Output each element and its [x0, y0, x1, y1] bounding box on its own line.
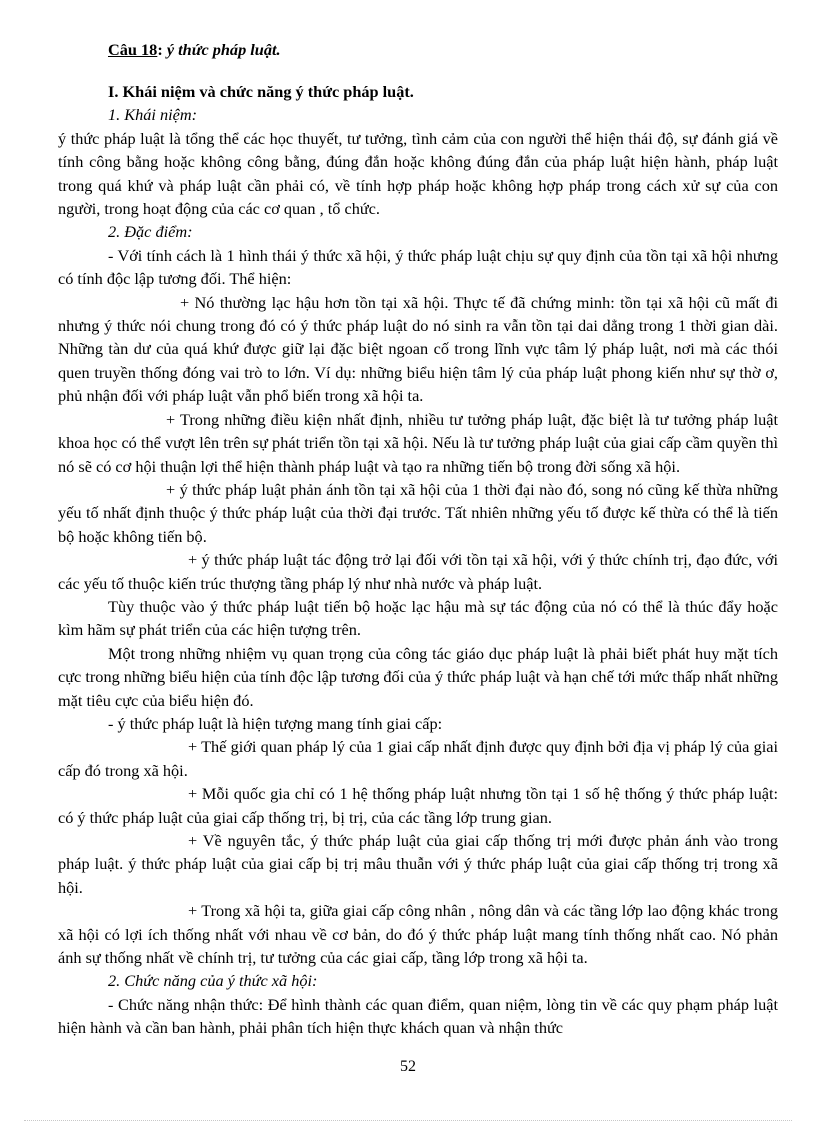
paragraph-our-society: + Trong xã hội ta, giữa giai cấp công nhân , nông dân và các tầng lớp lao động khác trong xã hội có lợi ích thống nhất với nhau về cơ bản, do đó ý thức pháp luật mang tính thống nhất cao. Nó phản ánh sự thống nhất về chính trị, tư tưởng của các giai cấp, tầng lớp trong xã hội ta.: [58, 901, 778, 968]
paragraph-one-system: + Mỗi quốc gia chỉ có 1 hệ thống pháp luật nhưng tồn tại 1 số hệ thống ý thức pháp luật: có ý thức pháp luật của giai cấp thống trị, bị trị, của các tầng lớp trung gian.: [58, 784, 778, 827]
paragraph-feedback: + ý thức pháp luật tác động trở lại đối với tồn tại xã hội, với ý thức chính trị, đạo đức, với các yếu tố thuộc kiến trúc thượng tầng pháp lý như nhà nước và pháp luật.: [58, 550, 778, 593]
page-bottom-divider: [24, 1120, 792, 1121]
paragraph-depend: Tùy thuộc vào ý thức pháp luật tiến bộ hoặc lạc hậu mà sự tác động của nó có thể là thúc đẩy hoặc kìm hãm sự phát triển của các hiện tượng trên.: [58, 596, 778, 640]
question-title: [58, 38, 778, 61]
paragraph-inherit: + ý thức pháp luật phản ánh tồn tại xã hội của 1 thời đại nào đó, song nó cũng kế thừa những yếu tố nhất định thuộc ý thức pháp luật của thời đại trước. Tất nhiên những yếu tố được kế thừa có thể là tiến bộ hoặc không tiến bộ.: [58, 479, 778, 546]
title-separator: :: [157, 40, 163, 59]
paragraph-class-intro: - ý thức pháp luật là hiện tượng mang tính giai cấp:: [108, 713, 443, 733]
paragraph-feature-intro: - Với tính cách là 1 hình thái ý thức xã hội, ý thức pháp luật chịu sự quy định của tồn tại xã hội nhưng có tính độc lập tương đối. Thể hiện:: [58, 245, 778, 289]
page-number: 52: [400, 1058, 416, 1075]
paragraph-principle: + Về nguyên tắc, ý thức pháp luật của giai cấp thống trị mới được phản ánh vào trong pháp luật. ý thức pháp luật của giai cấp bị trị mâu thuẫn với ý thức pháp luật của giai cấp thống trị trong xã hội.: [58, 831, 778, 897]
paragraph-ahead: + Trong những điều kiện nhất định, nhiều tư tưởng pháp luật, đặc biệt là tư tưởng pháp luật khoa học có thể vượt lên trên sự phát triển tồn tại xã hội. Nếu là tư tưởng pháp luật của giai cấp cầm quyền thì nó sẽ có cơ hội thuận lợi thể hiện thành pháp luật và tạo ra những tiến bộ trong đời sống xã hội.: [58, 409, 778, 476]
question-label: Câu 18: [108, 40, 158, 59]
document-body: [58, 38, 778, 1040]
paragraph-worldview: + Thế giới quan pháp lý của 1 giai cấp nhất định được quy định bởi địa vị pháp lý của giai cấp đó trong xã hội.: [58, 737, 778, 780]
subheading-concept: 1. Khái niệm:: [108, 105, 198, 125]
subheading-features: 2. Đặc điểm:: [108, 222, 193, 242]
paragraph-lag: + Nó thường lạc hậu hơn tồn tại xã hội. Thực tế đã chứng minh: tồn tại xã hội cũ mất đi nhưng ý thức nói chung trong đó có ý thức pháp luật do nó sinh ra vẫn tồn tại dai dẳng trong 1 thời gian dài. Những tàn dư của quá khứ được giữ lại đặc biệt ngoan cố trong lĩnh vực tâm lý pháp luật, nơi mà các thói quen truyền thống đóng vai trò to lớn. Ví dụ: những biểu hiện tâm lý của pháp luật phong kiến như sự thờ ơ, phủ nhận đối với pháp luật vẫn phổ biến trong xã hội ta.: [58, 292, 778, 406]
paragraph-education: Một trong những nhiệm vụ quan trọng của công tác giáo dục pháp luật là phải biết phát huy mặt tích cực trong những biểu hiện của tính độc lập tương đối của ý thức pháp luật và hạn chế tới mức thấp nhất những mặt tiêu cực của biểu hiện đó.: [58, 643, 778, 710]
section-heading: I. Khái niệm và chức năng ý thức pháp luật.: [108, 82, 414, 101]
spacer: [58, 61, 778, 80]
paragraph-function: - Chức năng nhận thức: Để hình thành các quan điểm, quan niệm, lòng tin về các quy phạm pháp luật hiện hành và cần ban hành, phải phân tích hiện thực khách quan và nhận thức: [58, 994, 778, 1038]
paragraph-definition: ý thức pháp luật là tổng thể các học thuyết, tư tưởng, tình cảm của con người thể hiện thái độ, sự đánh giá về tính công bằng hoặc không công bằng, đúng đắn hoặc không đúng đắn của pháp luật hiện hành, pháp luật trong quá khứ và pháp luật cần phải có, về tính hợp pháp hoặc không hợp pháp trong cách xử sự của con người, trong hoạt động của các cơ quan , tổ chức.: [58, 128, 778, 219]
question-topic: ý thức pháp luật.: [166, 40, 281, 59]
subheading-functions: 2. Chức năng của ý thức xã hội:: [108, 971, 318, 991]
